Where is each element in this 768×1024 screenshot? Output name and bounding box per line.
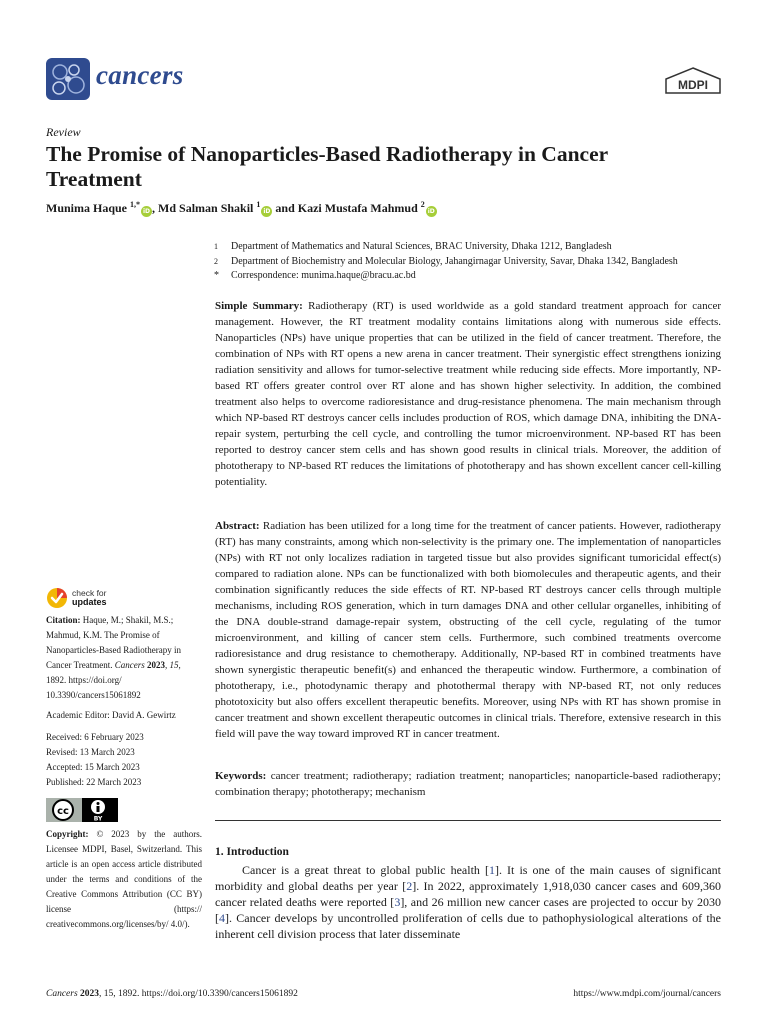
footer-citation — [46, 989, 298, 999]
section-divider — [215, 820, 721, 821]
author-name[interactable]: Md Salman Shakil — [158, 201, 254, 215]
section-heading: 1. Introduction — [215, 846, 289, 858]
cc-by-license-icon[interactable] — [46, 798, 118, 822]
check-updates-icon — [46, 587, 68, 609]
intro-text: Cancer is a great threat to global public health [ — [242, 863, 489, 877]
citation-year: 2023 — [144, 660, 165, 670]
abstract-text: Radiation has been utilized for a long time for the treatment of cancer patients. However, radiotherapy (RT) has many constraints, among which non-selectivity is the primary one. The implementation of nanoparticles (NPs) with RT not only localizes radiation in targeted tissue but also provides significant tumoricidal effect(s) compared to radiation alone. NPs can be functionalized with both biomolecules and therapeutic agents, and their combination significantly reduces the side effects of RT. NP-based RT destroys cancer cells through multiple mechanisms, including ROS generation, which in turn damages DNA and other cellular organelles, inhibiting of the DNA double-strand damage-repair system, obstructing of the cell cycle, regulating of the tumor microenvironment, and killing of cancer stem cells. Furthermore, such combined treatments overcome radioresistance and drug resistance to chemotherapy. Additionally, NP-based RT in combined treatments have shown synergistic therapeutic benefit(s) and enhanced the therapeutic window. Furthermore, a combination of phototherapy, i.e., photodynamic therapy and photothermal therapy with NP-based RT, not only reduces phototoxicity but also offers excellent therapeutic benefits. Moreover, using NPs with RT has shown promise in cancer treatment and shown excellent therapeutic outcomes in clinical trials. Therefore, extensive research in this field will pave the way toward improved RT in cancer treatment. — [215, 520, 721, 740]
journal-name: cancers — [96, 60, 184, 90]
affiliation-mark: 1 — [214, 242, 218, 251]
author-sup: 1,* — [130, 200, 141, 209]
publisher-logo — [664, 67, 722, 95]
reference-link[interactable]: 4 — [219, 911, 225, 925]
intro-text: ]. It is one of the main causes of significant morbidity and global deaths per year [ — [215, 863, 721, 893]
cc-by-label: BY — [93, 815, 103, 822]
keywords-text: cancer treatment; radiotherapy; radiation treatment; nanoparticles; nanoparticle-based radiotherapy; combination therapy; phototherapy; mechanism — [215, 770, 721, 798]
abstract-label: Abstract: — [215, 520, 260, 532]
affiliation-item — [214, 240, 734, 255]
footer-journal: Cancers — [46, 989, 78, 999]
author-separator: , — [152, 201, 159, 215]
date-accepted: Accepted: 15 March 2023 — [46, 762, 140, 772]
copyright-text: © 2023 by the authors. Licensee MDPI, Basel, Switzerland. This article is an open access article distributed under the terms and conditions of the Creative Commons Attribution (CC BY) license (https:// creativecommons.org/licenses/by/ 4.0/). — [46, 829, 202, 929]
affiliation-text: Department of Mathematics and Natural Sciences, BRAC University, Dhaka 1212, Bangladesh — [231, 241, 612, 252]
correspondence-text[interactable]: Correspondence: munima.haque@bracu.ac.bd — [231, 270, 416, 281]
affiliation-mark: 2 — [214, 256, 218, 266]
author-name[interactable]: Kazi Mustafa Mahmud — [297, 201, 418, 215]
check-updates-label — [72, 589, 107, 607]
reference-link[interactable]: 3 — [394, 895, 401, 909]
academic-editor: Academic Editor: David A. Gewirtz — [46, 710, 176, 720]
affiliations — [214, 240, 734, 284]
citation-text: Haque, M.; Shakil, M.S.; Mahmud, K.M. The Promise of Nanoparticles-Based Radiotherapy in Cancer Treatment. — [46, 615, 181, 670]
author-separator: and — [272, 201, 298, 215]
keywords-label: Keywords: — [215, 770, 267, 782]
footer-journal-url[interactable]: https://www.mdpi.com/journal/cancers — [573, 989, 721, 999]
article-title: The Promise of Nanoparticles-Based Radiotherapy in Cancer Treatment — [46, 142, 608, 191]
footer-year: 2023 — [77, 989, 100, 999]
simple-summary-text: Radiotherapy (RT) is used worldwide as a gold standard treatment approach for cancer management. However, the RT treatment modality contains limitations along with numerous side effects. Nanoparticles (NPs) have unique properties that can be utilized in the field of cancer treatment. Therefore, the combination of NPs with RT opens a new arena in cancer treatment. Their synergistic effect strengthens ionizing radiation sensitivity and allows for tumor-selective treatment while reducing side effects. More importantly, NP-based RT offers greater control over RT alone and has shown higher selectivity. In addition, the combined treatment also helps to overcome radioresistance and drug-resistance phenomena. The main mechanism through which NP-based RT destroys cancer cells includes production of ROS, which damage DNA, inhibiting the DNA-repair system, perturbing the cell cycle, and controlling the tumor microenvironment. NP-based RT has been reported to destroy cancer stem cells and has shown good results in clinical trials. Moreover, the addition of phototherapy to NP-based RT reduces the limitations of phototherapy and has shown excellent cancer cell-killing potentiality. — [215, 300, 721, 488]
orcid-icon[interactable]: iD — [263, 208, 271, 215]
intro-text: ]. Cancer develops by uncontrolled proliferation of cells due to pathophysiological alterations of the inherent cell division process that later disseminate — [215, 911, 721, 941]
date-received: Received: 6 February 2023 — [46, 732, 144, 742]
copyright-label: Copyright: — [46, 829, 89, 839]
cc-label: cc — [57, 806, 69, 817]
author-name[interactable]: Munima Haque — [46, 201, 128, 215]
author-list — [46, 200, 437, 217]
affiliation-item — [214, 269, 734, 284]
check-updates-line: updates — [72, 597, 107, 607]
author-sup: 2 — [420, 200, 425, 209]
intro-text: ], and 26 million new cancer cases are projected to occur by 2030 [ — [215, 895, 721, 925]
citation-label: Citation: — [46, 615, 81, 625]
reference-link[interactable]: 2 — [406, 879, 413, 893]
introduction-paragraph — [215, 862, 721, 942]
reference-link[interactable]: 1 — [488, 863, 495, 877]
citation — [46, 613, 202, 703]
date-revised: Revised: 13 March 2023 — [46, 747, 135, 757]
orcid-icon[interactable]: iD — [427, 208, 435, 215]
journal-logo — [46, 58, 90, 100]
publication-dates — [46, 730, 202, 790]
affiliation-text: Department of Biochemistry and Molecular Biology, Jahangirnagar University, Savar, Dhaka 1342, Bangladesh — [231, 255, 678, 267]
date-published: Published: 22 March 2023 — [46, 777, 142, 787]
author-sup: 1 — [256, 200, 261, 209]
simple-summary — [215, 298, 721, 490]
affiliation-item — [214, 255, 734, 270]
copyright-notice — [46, 827, 202, 932]
publisher-name: MDPI — [678, 78, 708, 92]
citation-volume: , 15, — [165, 660, 181, 670]
abstract — [215, 518, 721, 742]
footer-doi[interactable]: , 15, 1892. https://doi.org/10.3390/cancers15061892 — [99, 989, 298, 999]
citation-doi[interactable]: 1892. https://doi.org/ 10.3390/cancers15061892 — [46, 675, 141, 700]
citation-journal: Cancers — [114, 660, 145, 670]
article-type: Review — [46, 125, 81, 139]
check-for-updates-button[interactable] — [46, 587, 107, 609]
keywords — [215, 768, 721, 800]
check-updates-line: check for — [72, 588, 107, 598]
affiliation-mark: * — [214, 270, 219, 281]
simple-summary-label: Simple Summary: — [215, 300, 303, 312]
orcid-icon[interactable]: iD — [142, 208, 151, 215]
intro-text: ]. In 2022, approximately 1,918,030 cancer cases and 609,360 cancer related deaths were reported [ — [215, 879, 722, 909]
